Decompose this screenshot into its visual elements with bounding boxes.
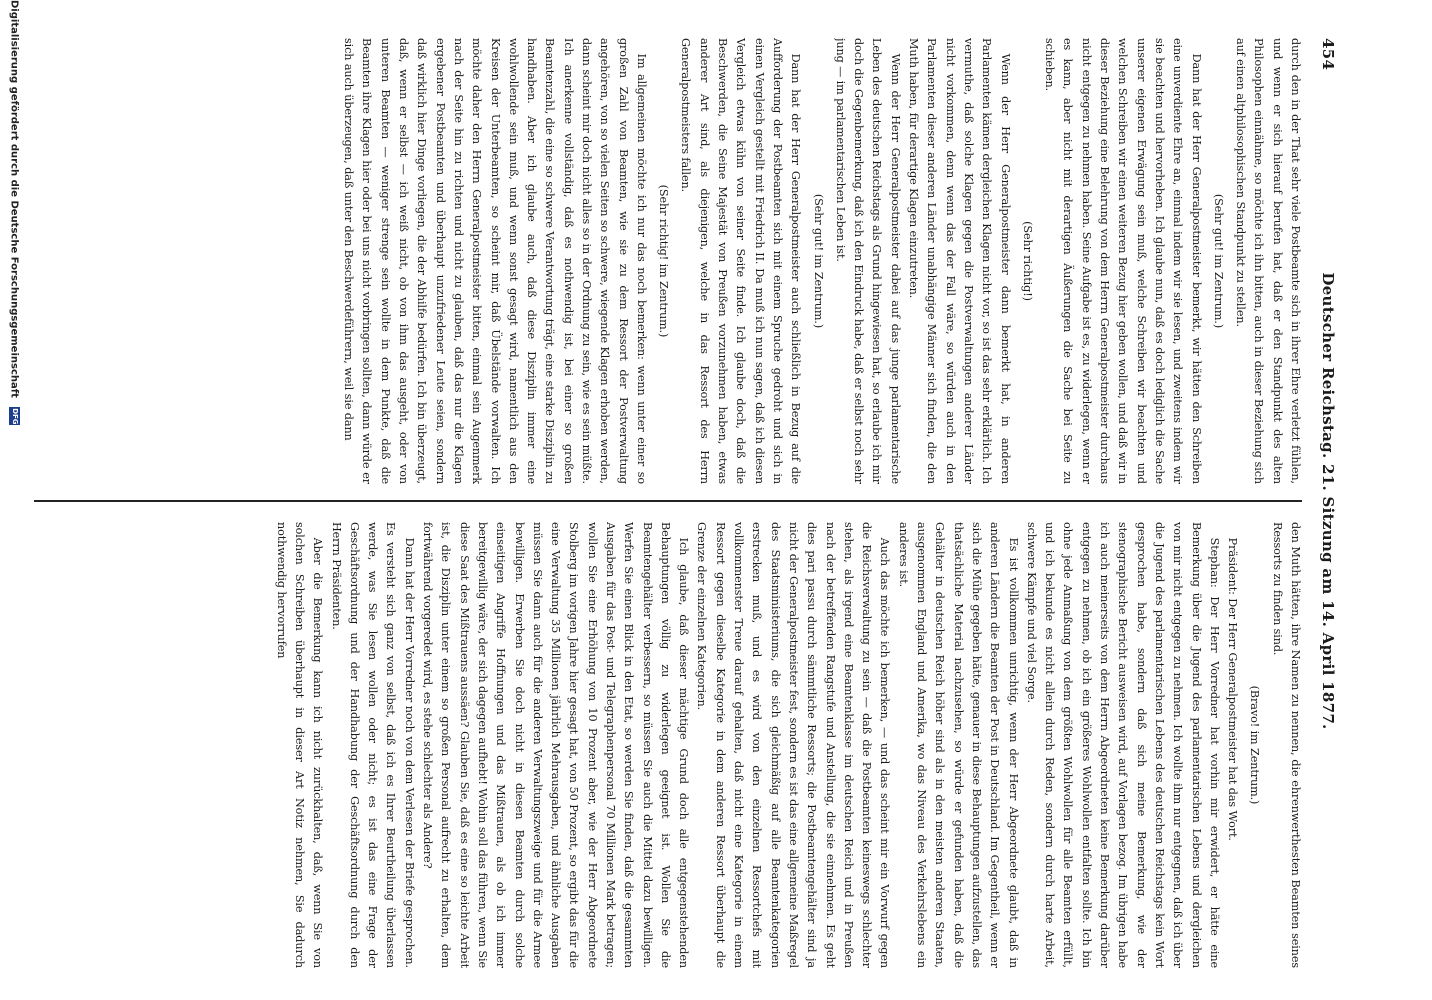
left-column	[34, 38, 1304, 484]
dfg-logo-icon: DFG	[11, 408, 19, 425]
paragraph: Aber die Bemerkung kann ich nicht zurückhalten, daß, wenn Sie von solchen Schreiben überhaupt in dieser Art Notiz nehmen, Sie dadurch nothwendig hervorrufen	[274, 522, 325, 968]
paragraph: den Muth hätten, ihre Namen zu nennen, die ehrenwerthesten Beamten seines Ressorts zu finden sind.	[1270, 522, 1302, 968]
page-number: 454	[1319, 38, 1337, 71]
paragraph: Dann hat der Herr Vorredner noch von dem Verlesen der Briefe gesprochen. Es versteht sich ganz von selbst, daß ich es Ihrer Beurtheilung überlassen werde, was Sie lesen wollen oder nicht; es ist das eine Frage der Geschäftsordnung und der Handhabung der Geschäftsordnung durch den Herrn Präsidenten.	[329, 522, 416, 968]
credit-text: Digitalisierung gefördert durch die Deutsche Forschungsgemeinschaft	[8, 0, 20, 398]
paragraph: durch den in der That sehr viele Postbeamte sich in ihrer Ehre verletzt fühlen, und wenn er sich hierauf berufen hat, daß er den Standpunkt des alten Philosophen einnähme, so möchte ich ihn bitten, auch in dieser Beziehung sich auf einen altphilosophischen Standpunkt zu stellen.	[1234, 38, 1302, 484]
right-column	[34, 522, 1304, 968]
paragraph: Präsident: Der Herr Generalpostmeister hat das Wort.	[1226, 537, 1240, 841]
interjection: (Bravo! im Zentrum.)	[1248, 685, 1262, 805]
interjection: (Sehr richtig! im Zentrum.)	[657, 184, 671, 338]
page-header	[1315, 36, 1337, 966]
paragraph: Im allgemeinen möchte ich nur das noch bemerken: wenn unter einer so großen Zahl von Beamten, wie sie zu dem Ressort der Postverwaltung angehören, von so vielen Seiten so schwere, wiegende Klagen erhoben werden, dann scheint mir doch nicht alles so in der Ordnung zu sein, wie es sein müßte. Ich anerkenne vollständig, daß es nothwendig ist, bei einer so großen Beamtenzahl, die eine so schwere Verantwortung trägt, eine starke Disziplin zu handhaben. Aber ich glaube auch, daß diese Disziplin immer eine wohlwollende sein muß, und wenn sonst gesagt wird, namentlich aus den Kreisen der Unterbeamten, so scheint mir, daß Übelstände vorwalten. Ich möchte daher den Herrn Generalpostmeister bitten, einmal sein Augenmerk nach der Seite hin zu richten und nicht zu glauben, daß das nur die Klagen ergebener Postbeamten und überhaupt unzufriedener Leute seien, sondern daß wirklich hier Dinge vorliegen, die der Abhilfe bedürfen. Ich bin überzeugt, daß, wenn er selbst — ich weiß nicht, ob von ihm das ausgeht, oder von unteren Beamten — weniger strenge sein wollte in dem Punkte, daß die Beamten ihre Klagen hier oder bei uns nicht vorbringen sollten, dann würde er sich auch überzeugen, daß unter den Beschwerdeführern, weil sie dann	[342, 38, 648, 484]
paragraph: Wenn der Herr Generalpostmeister dabei auf das junge parlamentarische Leben des deutschen Reichstags als Grund hingewiesen hat, so erlaube ich mir doch die Gegenbemerkung, daß ich den Eindruck habe, daß er selbst noch sehr jung — im parlamentarischen Leben ist.	[833, 38, 902, 484]
paragraph: Dann hat der Herr Generalpostmeister auch schließlich in Bezug auf die Aufforderung der Postbeamten sich mit einem Spruche gedroht und sich in einen Vergleich gestellt mit Friedrich II. Da muß ich nun sagen, daß ich diesen Vergleich etwas kühn von seiner Seite finde. Ich glaube doch, daß die Beschwerden, die Seine Majestät von Preußen vorzunehmen haben, etwas anderer Art sind, als diejenigen, welche in das Ressort des Herrn Generalpostmeisters fallen.	[679, 38, 803, 484]
column-divider	[34, 500, 1302, 502]
interjection: (Sehr gut! im Zentrum.)	[1211, 193, 1225, 329]
interjection: (Sehr richtig!)	[1020, 221, 1034, 301]
paragraph: Es ist vollkommen unrichtig, wenn der Herr Abgeordnete glaubt, daß in anderen Ländern die Beamten der Post in Deutschland. Im Gegentheil, wenn er sich die Mühe gegeben hätte, genauer in diese Behauptungen aufzustellen, das thatsächliche Material nachzusehen, so würde er gefunden haben, daß die Gehälter in deutschen Reich höher sind als in den meisten anderen Staaten, ausgenommen England und Amerika, wo das Niveau des Verkehrslebens ein anderes ist.	[896, 522, 1020, 968]
page-title: Deutscher Reichstag. 21. Sitzung am 14. April 1877.	[1319, 272, 1337, 730]
paragraph: Dann hat der Herr Generalpostmeister bemerkt, wir hätten den Schreiben eine unverdiente Ehre an, einmal indem wir sie lesen, und zweitens indem wir sie beachten und hervorheben. Ich glaube nun, daß es doch lediglich die Sache unserer eigenen Erwägung sein muß, welche Schreiben wir beachten und welchen Schreiben wir einen weiteren Bezug hier geben wollen, und daß wir in dieser Beziehung eine Belehrung von dem Herrn Generalpostmeister durchaus nicht entgegen zu nehmen haben. Seine Aufgabe ist es, zu widerlegen, wenn er es kann, aber nicht mit derartigen Äußerungen die Sache bei Seite zu schieben.	[1043, 38, 1203, 484]
interjection: (Sehr gut! im Zentrum.)	[811, 193, 825, 329]
paragraph: Ich glaube, daß dieser mächtige Grund doch alle entgegenstehenden Behauptungen völlig zu widerlegen geeignet ist. Wollen Sie die Beamtengehälter verbessern, so müssen Sie auch die Mittel dazu bewilligen. Werfen Sie einen Blick in den Etat, so werden Sie finden, daß die gesammten Ausgaben für das Post- und Telegraphenpersonal 70 Millionen Mark betragen; wollen Sie eine Erhöhung von 10 Prozent aber, wie der Herr Abgeordnete Stolberg im vorigen Jahre hier gesagt hat, von 50 Prozent, so ergibt das für die eine Verwaltung 35 Millionen jährlich Mehrausgaben, und ähnliche Ausgaben müssen Sie dann auch für die anderen Verwaltungszweige und für die Armee bewilligen. Erwerben Sie doch nicht in diesen Beamten durch solche einseitigen Angriffe Hoffnungen und das Mißtrauen, als ob ich immer bereitgewillig wäre, der sich dagegen aufhebt! Wohin soll das führen, wenn Sie diese Saat des Mißtrauens aussäen? Glauben Sie, daß es eine so leichte Arbeit ist, die Disziplin unter einem so großen Personal aufrecht zu erhalten, dem fortwährend vorgeredet wird, es stehe schlechter als Andere?	[421, 522, 691, 968]
paragraph: Auch das möchte ich bemerken, — und das scheint mir ein Vorwurf gegen die Reichsverwaltung zu sein — daß die Postbeamten keineswegs schlechter stehen, als irgend eine Beamtenklasse im deutschen Reich und in Preußen nach der betreffenden Rangstufe und Anstellung, die sie einnehmen. Es geht dies pari passu durch sämmtliche Ressorts; die Postbeamtengehälter sind ja nicht der Generalpostmeister fest, sondern es ist das eine allgemeine Maßregel des Staatsministeriums, die sich gleichmäßig auf alle Beamtenkategorien erstrecken muß, und es wird von den einzelnen Ressortchefs mit vollkommenster Treue darauf gehalten, daß nicht eine Kategorie in einem Ressort gegen dieselbe Kategorie in dem anderen Ressort überhaupt die Grenze der einzelnen Kategorien.	[695, 522, 892, 968]
paragraph: Stephan: Der Herr Vorredner hat vorhin mir erwidert, er hätte eine Bemerkung über die Jugend des parlamentarischen Lebens und dergleichen von mir nicht entgegen zu nehmen. Ich wollte ihm nur entgegnen, daß ich über die Jugend des parlamentarischen Lebens des deutschen Reichstags kein Wort gesprochen habe, sondern daß sich meine Bemerkung, wie der stenographische Bericht ausweisen wird, auf Vorlagen bezog. Im übrigen habe ich auch meinerseits von dem Herrn Abgeordneten keine Bemerkung darüber entgegen zu nehmen, ob ich ein größeres Wohlwollen entfalten sollte. Ich bin ohne jede Anmaßung von dem größten Wohlwollen für alle Beamten erfüllt, und ich bekunde es nicht allein durch Reden, sondern durch harte Arbeit, schwere Kämpfe und viel Sorge.	[1024, 522, 1221, 968]
paragraph: Wenn der Herr Generalpostmeister dann bemerkt hat, in anderen Parlamenten kämen dergleichen Klagen nicht vor, so ist das sehr erklärlich. Ich vermuthe, daß solche Klagen gegen die Postverwaltungen anderer Länder nicht vorkommen, denn wenn das der Fall wäre, so würden auch in den Parlamenten dieser anderen Länder unabhängige Männer sich finden, die den Muth haben, für derartige Klagen einzutreten.	[907, 38, 1012, 484]
digitization-credit	[4, 0, 20, 1000]
